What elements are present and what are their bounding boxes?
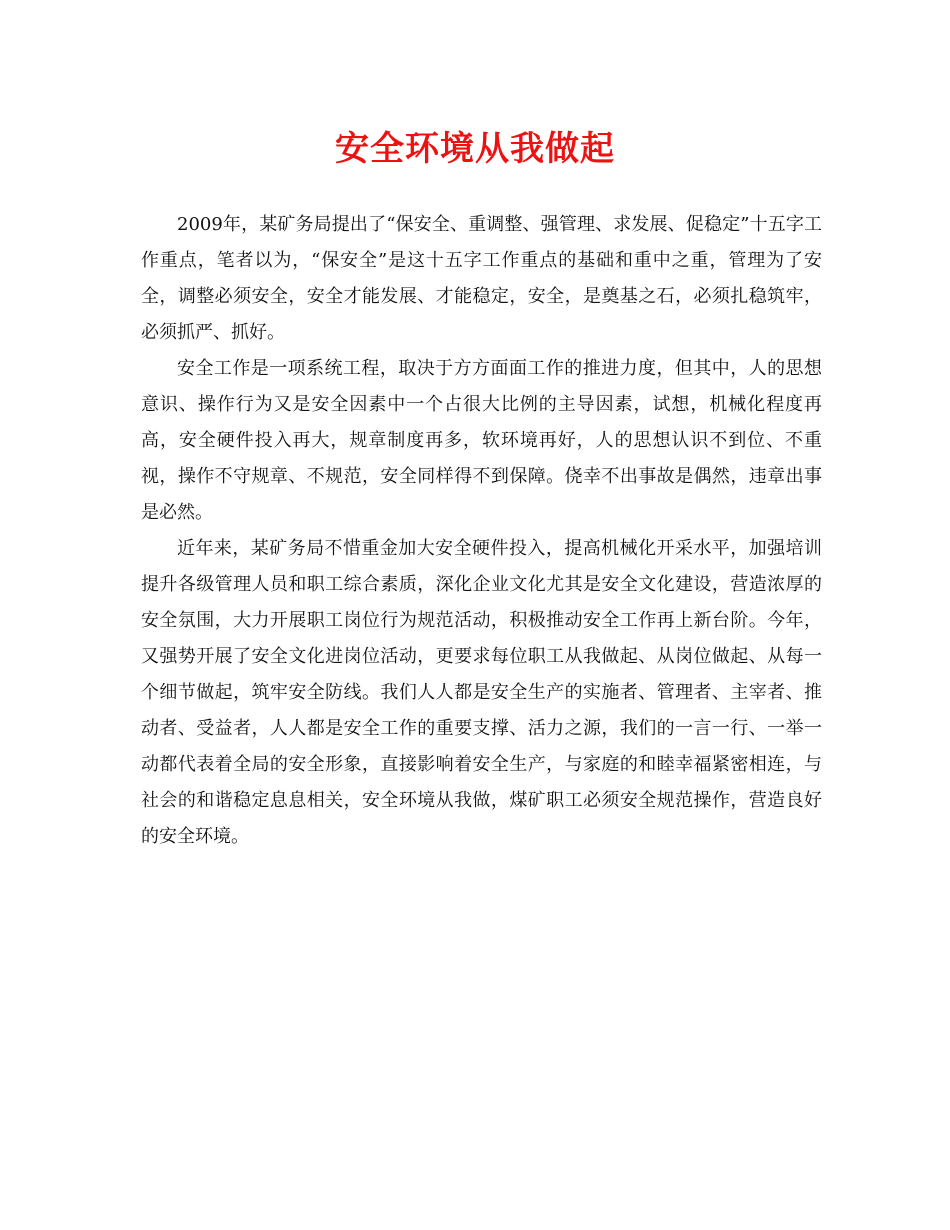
document-body [141, 207, 822, 855]
paragraph-3: 近年来，某矿务局不惜重金加大安全硬件投入，提高机械化开采水平，加强培训提升各级管理人员和职工综合素质，深化企业文化尤其是安全文化建设，营造浓厚的安全氛围，大力开展职工岗位行为规范活动，积极推动安全工作再上新台阶。今年，又强势开展了安全文化进岗位活动，更要求每位职工从我做起、从岗位做起、从每一个细节做起，筑牢安全防线。我们人人都是安全生产的实施者、管理者、主宰者、推动者、受益者，人人都是安全工作的重要支撑、活力之源，我们的一言一行、一举一动都代表着全局的安全形象，直接影响着安全生产，与家庭的和睦幸福紧密相连，与社会的和谐稳定息息相关，安全环境从我做，煤矿职工必须安全规范操作，营造良好的安全环境。 [141, 538, 822, 847]
document-title: 安全环境从我做起 [335, 129, 615, 169]
paragraph-1: 2009年，某矿务局提出了“保安全、重调整、强管理、求发展、促稳定”十五字工作重点，笔者以为，“保安全”是这十五字工作重点的基础和重中之重，管理为了安全，调整必须安全，安全才能发展、才能稳定，安全，是奠基之石，必须扎稳筑牢，必须抓严、抓好。 [141, 214, 822, 343]
paragraph-2: 安全工作是一项系统工程，取决于方方面面工作的推进力度，但其中，人的思想意识、操作行为又是安全因素中一个占很大比例的主导因素，试想，机械化程度再高，安全硬件投入再大，规章制度再多，软环境再好，人的思想认识不到位、不重视，操作不守规章、不规范，安全同样得不到保障。侥幸不出事故是偶然，违章出事是必然。 [141, 358, 822, 523]
